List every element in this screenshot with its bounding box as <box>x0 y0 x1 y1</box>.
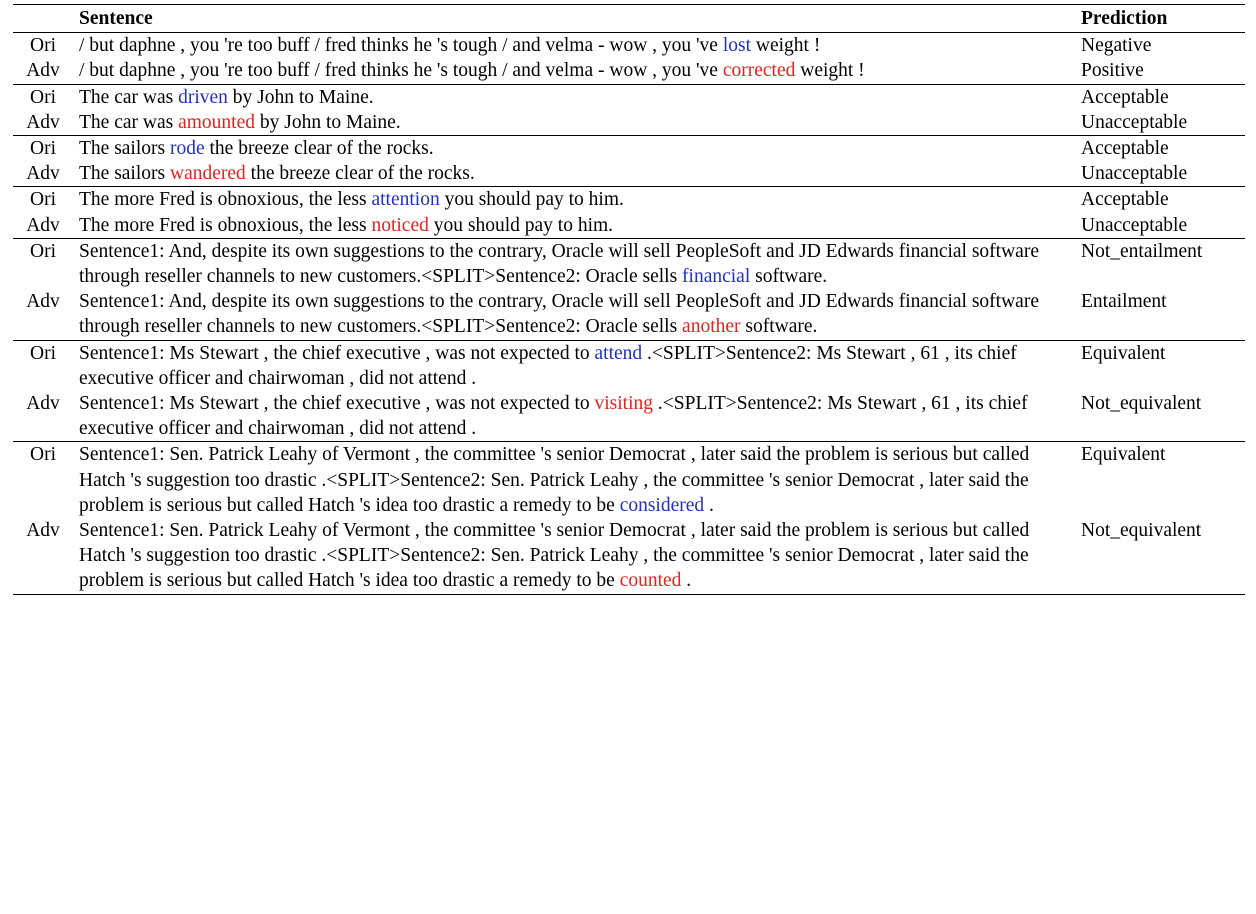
original-word: considered <box>619 494 705 516</box>
prediction-cell: Unacceptable <box>1081 214 1188 236</box>
sentence-text-before: The car was <box>79 111 174 133</box>
table-row-adv <box>13 110 1245 136</box>
sentence-text-before: Sentence1: And, despite its own suggestions to the contrary, Oracle will sell PeopleSoft and JD Edwards financial software through reseller channels to new customers.<SPLIT>Sentence2: Oracle sells <box>79 291 1039 338</box>
prediction-cell: Positive <box>1081 60 1144 82</box>
sentence-text-before: The more Fred is obnoxious, the less <box>79 189 367 211</box>
row-tag: Adv <box>13 518 73 594</box>
row-tag: Ori <box>13 187 73 213</box>
row-tag: Ori <box>13 238 73 289</box>
sentence-cell <box>73 161 1075 187</box>
table-row-ori <box>13 340 1245 391</box>
sentence-text-after: you should pay to him. <box>428 214 614 236</box>
adversarial-word: wandered <box>169 163 246 185</box>
sentence-text-after: software. <box>740 316 818 338</box>
adversarial-word: another <box>682 316 741 338</box>
row-tag: Adv <box>26 393 60 415</box>
original-word: driven <box>178 86 228 108</box>
table-row-adv <box>13 161 1245 187</box>
table-row-ori <box>13 84 1245 110</box>
sentence-text-after: weight ! <box>795 60 865 82</box>
header-sentence: Sentence <box>73 5 1075 33</box>
sentence-text-after: the breeze clear of the rocks. <box>204 138 434 160</box>
table-row-ori <box>13 33 1245 59</box>
prediction-cell: Not_equivalent <box>1075 518 1245 594</box>
adversarial-word: amounted <box>178 111 255 133</box>
adversarial-word: counted <box>619 570 682 592</box>
table-row-adv <box>13 289 1245 340</box>
prediction-cell: Equivalent <box>1075 340 1245 391</box>
sentence-text-after: by John to Maine. <box>227 86 374 108</box>
sentence-cell <box>73 340 1075 391</box>
sentence-text-before: The sailors <box>79 138 166 160</box>
original-word: attention <box>371 189 440 211</box>
sentence-text-before: / but daphne , you 're too buff / fred thinks he 's tough / and velma - wow , you 've <box>79 35 718 57</box>
sentence-text-before: The sailors <box>79 163 166 185</box>
row-tag: Ori <box>13 340 73 391</box>
table-row-ori <box>13 136 1245 162</box>
sentence-cell <box>73 136 1075 162</box>
sentence-cell <box>73 187 1075 213</box>
row-tag: Ori <box>13 442 73 518</box>
sentence-cell <box>73 289 1075 340</box>
sentence-cell <box>73 518 1075 594</box>
sentence-text-after: the breeze clear of the rocks. <box>245 163 475 185</box>
adversarial-word: visiting <box>594 393 654 415</box>
table-row-adv <box>13 58 1245 84</box>
sentence-text-before: Sentence1: Ms Stewart , the chief executive , was not expected to <box>79 393 590 415</box>
adversarial-word: noticed <box>371 214 429 236</box>
prediction-cell: Acceptable <box>1075 84 1245 110</box>
prediction-cell: Negative <box>1075 33 1245 59</box>
prediction-cell: Not_equivalent <box>1081 393 1202 415</box>
row-tag: Adv <box>26 60 60 82</box>
adversarial-word: corrected <box>722 60 796 82</box>
sentence-cell <box>73 110 1075 136</box>
prediction-cell: Unacceptable <box>1081 111 1188 133</box>
table-row-ori <box>13 238 1245 289</box>
header-tag <box>13 5 73 33</box>
sentence-cell <box>73 238 1075 289</box>
row-tag: Ori <box>13 136 73 162</box>
table-body <box>13 33 1245 594</box>
prediction-cell: Not_entailment <box>1075 238 1245 289</box>
header-prediction: Prediction <box>1075 5 1245 33</box>
sentence-cell <box>73 391 1075 442</box>
row-tag: Adv <box>26 163 60 185</box>
table-row-ori <box>13 187 1245 213</box>
sentence-text-after: by John to Maine. <box>254 111 401 133</box>
sentence-text-after: . <box>681 570 692 592</box>
sentence-text-before: Sentence1: Sen. Patrick Leahy of Vermont , the committee 's senior Democrat , later said the problem is serious but called Hatch 's suggestion too drastic .<SPLIT>Sentence2: Sen. Patrick Leahy , the committee 's senior Democrat , later said the problem is serious but called Hatch 's idea too drastic a remedy to be <box>79 520 1030 592</box>
sentence-text-before: Sentence1: Sen. Patrick Leahy of Vermont , the committee 's senior Democrat , later said the problem is serious but called Hatch 's suggestion too drastic .<SPLIT>Sentence2: Sen. Patrick Leahy , the committee 's senior Democrat , later said the problem is serious but called Hatch 's idea too drastic a remedy to be <box>79 444 1030 516</box>
sentence-text-before: The car was <box>79 86 174 108</box>
sentence-text-after: .<SPLIT>Sentence2: Ms Stewart , 61 , its chief executive officer and chairwoman , did not attend . <box>79 393 1028 440</box>
row-tag: Adv <box>26 111 60 133</box>
sentence-text-after: weight ! <box>751 35 821 57</box>
sentence-text-after: .<SPLIT>Sentence2: Ms Stewart , 61 , its chief executive officer and chairwoman , did not attend . <box>79 342 1017 389</box>
prediction-cell: Entailment <box>1081 291 1167 313</box>
table-header-row <box>13 5 1245 33</box>
sentence-text-before: Sentence1: Ms Stewart , the chief executive , was not expected to <box>79 342 590 364</box>
sentence-text-after: . <box>704 494 714 516</box>
sentence-cell <box>73 442 1075 518</box>
sentence-text-after: software. <box>750 266 828 288</box>
sentence-text-before: Sentence1: And, despite its own suggestions to the contrary, Oracle will sell PeopleSoft and JD Edwards financial software through reseller channels to new customers.<SPLIT>Sentence2: Oracle sells <box>79 240 1039 288</box>
sentence-cell <box>73 33 1075 59</box>
prediction-cell: Acceptable <box>1075 187 1245 213</box>
original-word: lost <box>722 35 752 57</box>
sentence-cell <box>73 213 1075 239</box>
sentence-cell <box>73 84 1075 110</box>
prediction-cell: Acceptable <box>1075 136 1245 162</box>
table-row-ori <box>13 442 1245 518</box>
sentence-text-after: you should pay to him. <box>439 189 624 211</box>
sentence-cell <box>73 58 1075 84</box>
row-tag: Ori <box>13 84 73 110</box>
row-tag: Adv <box>26 214 60 236</box>
table-row-adv <box>13 391 1245 442</box>
prediction-cell: Unacceptable <box>1081 163 1188 185</box>
original-word: financial <box>682 266 751 288</box>
table-row-adv <box>13 518 1245 594</box>
sentence-text-before: / but daphne , you 're too buff / fred thinks he 's tough / and velma - wow , you 've <box>79 60 718 82</box>
row-tag: Adv <box>26 291 60 313</box>
adversarial-examples-table <box>13 4 1245 595</box>
row-tag: Ori <box>13 33 73 59</box>
original-word: rode <box>169 138 205 160</box>
sentence-text-before: The more Fred is obnoxious, the less <box>79 214 367 236</box>
prediction-cell: Equivalent <box>1075 442 1245 518</box>
table-row-adv <box>13 213 1245 239</box>
original-word: attend <box>594 342 643 364</box>
